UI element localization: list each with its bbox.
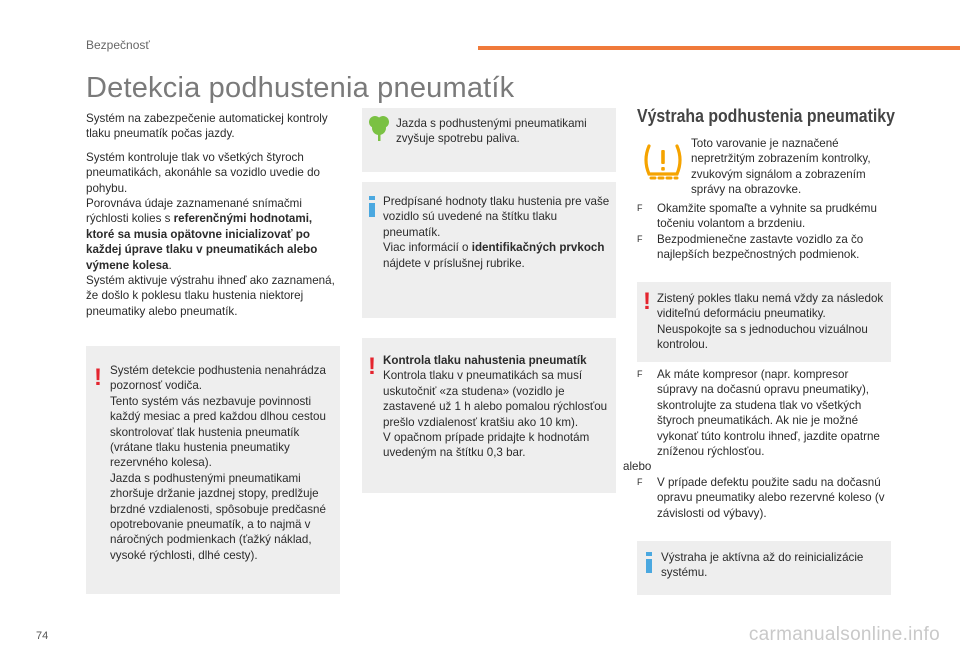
reinit-text: Výstraha je aktívna až do reinicializácie systému. [661,551,864,580]
warning-icon: ! [643,288,651,315]
or-separator: alebo [623,460,652,474]
intro-text [86,111,338,319]
warning-box-text: Systém detekcie podhustenia nenahrádza pozornosť vodiča. Tento systém vás nezbavuje povinnosti každý mesiac a pred každou dlhou cestou skontrolovať tlak hustenia pneumatík (vrátane tlaku hustenia pneumatiky rezervného kolesa). Jazda s podhustenými pneumatikami zhoršuje držanie jazdnej stopy, predlžuje brzdné vzdialenosti, spôsobuje predčasné opotrebovanie pneumatík, a to najmä v náročných podmienkach (ťažký náklad, vysoké rýchlosti, dlhé cesty). [110,364,326,562]
info-icon [646,552,652,573]
bullet-icon: F [637,369,643,379]
bullet-icon: F [637,233,643,244]
warning-intro: Toto varovanie je naznačené nepretržitým zobrazením kontrolky, zvukovým signálom a zobrazením správy na obrazovke. [691,137,871,197]
deformation-text: Zistený pokles tlaku nemá vždy za následok viditeľnú deformáciu pneumatiky. Neuspokojte sa s jednoduchou vizuálnou kontrolou. [657,292,884,352]
info-box-text: Predpísané hodnoty tlaku hustenia pre vaše vozidlo sú uvedené na štítku tlaku pneumatík. Viac informácií o identifikačných prvkoch nájdete v príslušnej rubrike. [383,195,610,270]
page-number: 74 [36,630,49,642]
info-icon [369,196,375,217]
intro-paragraph: Systém na zabezpečenie automatickej kontroly tlaku pneumatík počas jazdy. [86,112,328,141]
header-accent-bar [478,46,960,50]
section-heading: Výstraha podhustenia pneumatiky [637,106,895,126]
tire-pressure-warning-icon [641,140,685,184]
watermark: carmanualsonline.info [748,624,940,645]
list-item: F V prípade defektu použite sadu na dočasnú opravu pneumatiky alebo rezervné koleso (v závislosti od výbavy). [637,475,885,520]
bullet-icon: F [637,203,643,213]
system-description: Systém kontroluje tlak vo všetkých štyroch pneumatikách, akonáhle sa vozidlo uvedie do pohybu. Porovnáva údaje zaznamenané snímačmi rýchlosti kolies s referenčnými hodnotami, ktoré sa musia opätovne inicializovať po každej úprave tlaku v pneumatikách alebo výmene kolesa. Systém aktivuje výstrahu ihneď ako zaznamená, že došlo k poklesu tlaku hustenia niektorej pneumatiky alebo pneumatík. [86,150,335,318]
list-item: F Okamžite spomaľte a vyhnite sa prudkému točeniu volantom a brzdeniu. [637,202,877,231]
page-title: Detekcia podhustenia pneumatík [86,72,515,104]
warning-icon: ! [94,364,102,391]
bullet-list-actions [637,201,891,263]
warning-icon: ! [368,353,376,380]
pressure-check-title: Kontrola tlaku nahustenia pneumatík [383,354,587,367]
list-item: F Ak máte kompresor (napr. kompresor súpravy na dočasnú opravu pneumatiky), skontrolujte za studena tlak vo všetkých štyroch pneumatikách. Ak nie je možné vykonať túto kontrolu ihneď, jazdite opatrne zníženou rýchlosťou. [637,368,880,459]
section-header: Bezpečnosť [86,38,150,52]
eco-box-text: Jazda s podhustenými pneumatikami zvyšuje spotrebu paliva. [396,117,587,146]
bullet-list-repair [623,367,891,521]
eco-leaf-icon [368,113,390,143]
bullet-icon: F [637,476,643,487]
list-item: F Bezpodmienečne zastavte vozidlo za čo najlepších bezpečnostných podmienok. [637,232,864,262]
pressure-check-text: Kontrola tlaku nahustenia pneumatík Kontrola tlaku v pneumatikách sa musí uskutočniť «za studena» (vozidlo je zastavené už 1 h alebo pomalou rýchlosťou prešlo vzdialenosť kratšiu ako 10 km). V opačnom prípade pridajte k hodnotám uvedeným na štítku 0,3 bar. [383,353,611,461]
